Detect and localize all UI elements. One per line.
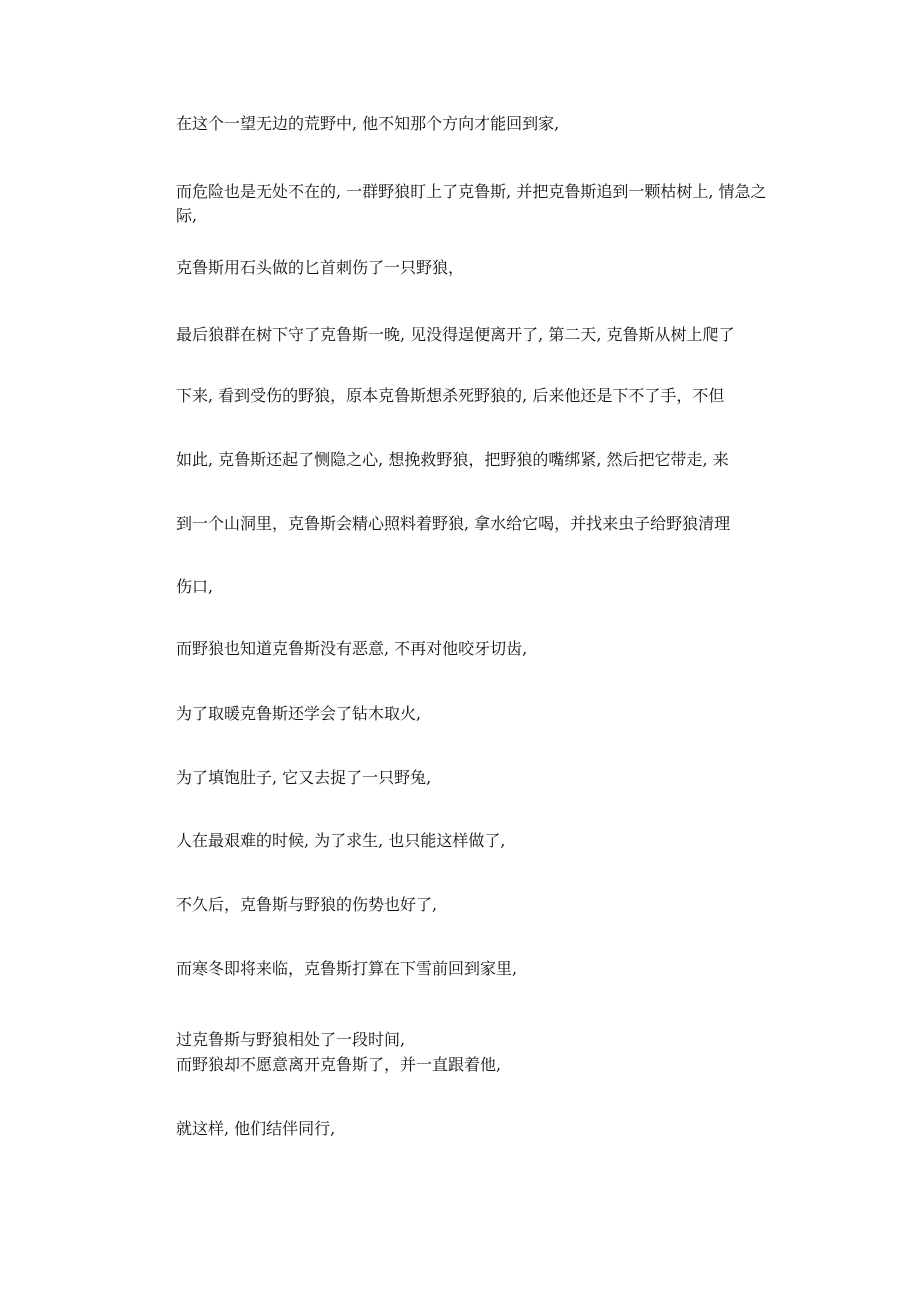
paragraph-9: 而野狼也知道克鲁斯没有恶意, 不再对他咬牙切齿, xyxy=(176,639,528,658)
paragraph-3: 克鲁斯用石头做的匕首刺伤了一只野狼， xyxy=(176,258,465,277)
paragraph-12: 人在最艰难的时候, 为了求生, 也只能这样做了, xyxy=(176,831,506,850)
paragraph-7: 到一个山洞里，克鲁斯会精心照料着野狼, 拿水给它喝，并找来虫子给野狼清理 xyxy=(176,514,731,533)
paragraph-1: 在这个一望无边的荒野中, 他不知那个方向才能回到家, xyxy=(176,114,560,133)
paragraph-16: 而野狼却不愿意离开克鲁斯了，并一直跟着他, xyxy=(176,1055,502,1074)
paragraph-6: 如此, 克鲁斯还起了恻隐之心, 想挽救野狼，把野狼的嘴绑紧, 然后把它带走, 来 xyxy=(176,450,729,469)
paragraph-4: 最后狼群在树下守了克鲁斯一晚, 见没得逞便离开了, 第二天, 克鲁斯从树上爬了 xyxy=(176,325,735,344)
paragraph-13: 不久后，克鲁斯与野狼的伤势也好了, xyxy=(176,895,438,914)
paragraph-8: 伤口, xyxy=(176,577,214,596)
paragraph-5: 下来, 看到受伤的野狼，原本克鲁斯想杀死野狼的, 后来他还是下不了手，不但 xyxy=(176,386,725,405)
paragraph-15: 过克鲁斯与野狼相处了一段时间, xyxy=(176,1030,406,1049)
paragraph-10: 为了取暖克鲁斯还学会了钻木取火, xyxy=(176,704,422,723)
paragraph-14: 而寒冬即将来临，克鲁斯打算在下雪前回到家里, xyxy=(176,959,518,978)
paragraph-11: 为了填饱肚子, 它又去捉了一只野兔, xyxy=(176,768,432,787)
paragraph-2: 而危险也是无处不在的, 一群野狼盯上了克鲁斯, 并把克鲁斯追到一颗枯树上, 情急之际, xyxy=(176,182,767,225)
paragraph-17: 就这样, 他们结伴同行, xyxy=(176,1119,336,1138)
